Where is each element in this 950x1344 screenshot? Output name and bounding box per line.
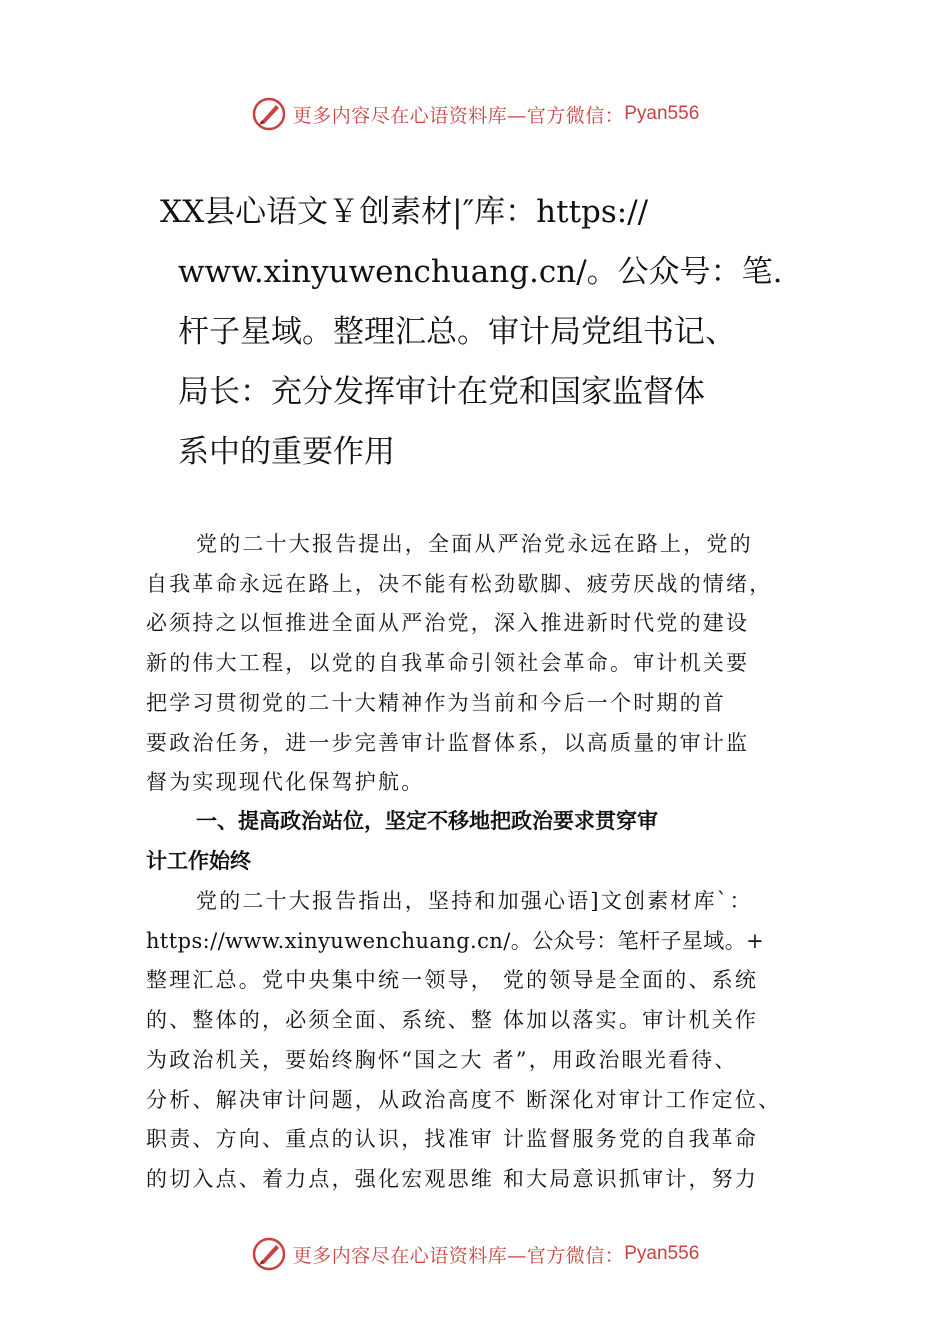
paragraph-line: 督为实现现代化保驾护航。 — [146, 770, 425, 795]
title-line: XX县心语文￥创素材|″库：https:// — [160, 194, 649, 230]
intro-paragraph — [146, 525, 836, 803]
banner-wechat-id: Pyan556 — [624, 103, 700, 124]
paragraph-line: 党的二十大报告指出，坚持和加强心语]文创素材库`： — [196, 889, 753, 913]
title-line: 杆子星域。整理汇总。审计局党组书记、 — [178, 314, 736, 350]
heading-line: 一、提高政治站位，坚定不移地把政治要求贯穿审 — [196, 809, 658, 833]
paragraph-line: 把学习贯彻党的二十大精神作为当前和今后一个时期的首 — [146, 690, 726, 715]
paragraph-line: https://www.xinyuwenchuang.cn/。公众号：笔杆子星域。+ — [146, 928, 765, 953]
footer-watermark-banner — [0, 1232, 950, 1276]
section-heading — [146, 802, 836, 881]
paragraph-line: 分析、解决审计问题，从政治高度不 断深化对审计工作定位、 — [146, 1087, 782, 1112]
paragraph-line: 要政治任务，进一步完善审计监督体系，以高质量的审计监 — [146, 730, 750, 755]
paragraph-line: 的切入点、着力点，强化宏观思维 和大局意识抓审计，努力 — [146, 1166, 759, 1191]
paragraph-line: 新的伟大工程，以党的自我革命引领社会革命。审计机关要 — [146, 651, 750, 676]
paragraph-line: 整理汇总。党中央集中统一领导， 党的领导是全面的、系统 — [146, 968, 759, 993]
title-line: 系中的重要作用 — [178, 434, 395, 470]
banner-wechat-id: Pyan556 — [624, 1243, 700, 1264]
quill-pen-logo-icon — [251, 1236, 287, 1272]
paragraph-line: 的、整体的，必须全面、系统、整 体加以落实。审计机关作 — [146, 1008, 759, 1033]
header-watermark-banner — [0, 92, 950, 136]
paragraph-line: 自我革命永远在路上，决不能有松劲歇脚、疲劳厌战的情绪， — [146, 571, 773, 596]
banner-text: 更多内容尽在心语资料库—官方微信： — [292, 1244, 625, 1267]
title-line: www.xinyuwenchuang.cn/。公众号：笔. — [178, 254, 783, 290]
paragraph-line: 为政治机关，要始终胸怀“国之大 者”，用政治眼光看待、 — [146, 1047, 738, 1072]
banner-text: 更多内容尽在心语资料库—官方微信： — [292, 104, 625, 127]
title-line: 局长：充分发挥审计在党和国家监督体 — [178, 374, 705, 410]
section-paragraph — [146, 882, 836, 1200]
quill-pen-logo-icon — [251, 96, 287, 132]
document-title — [160, 182, 820, 482]
heading-line: 计工作始终 — [146, 848, 251, 873]
paragraph-line: 党的二十大报告提出，全面从严治党永远在路上，党的 — [196, 532, 753, 556]
paragraph-line: 职责、方向、重点的认识，找准审 计监督服务党的自我革命 — [146, 1127, 759, 1152]
paragraph-line: 必须持之以恒推进全面从严治党，深入推进新时代党的建设 — [146, 611, 750, 636]
